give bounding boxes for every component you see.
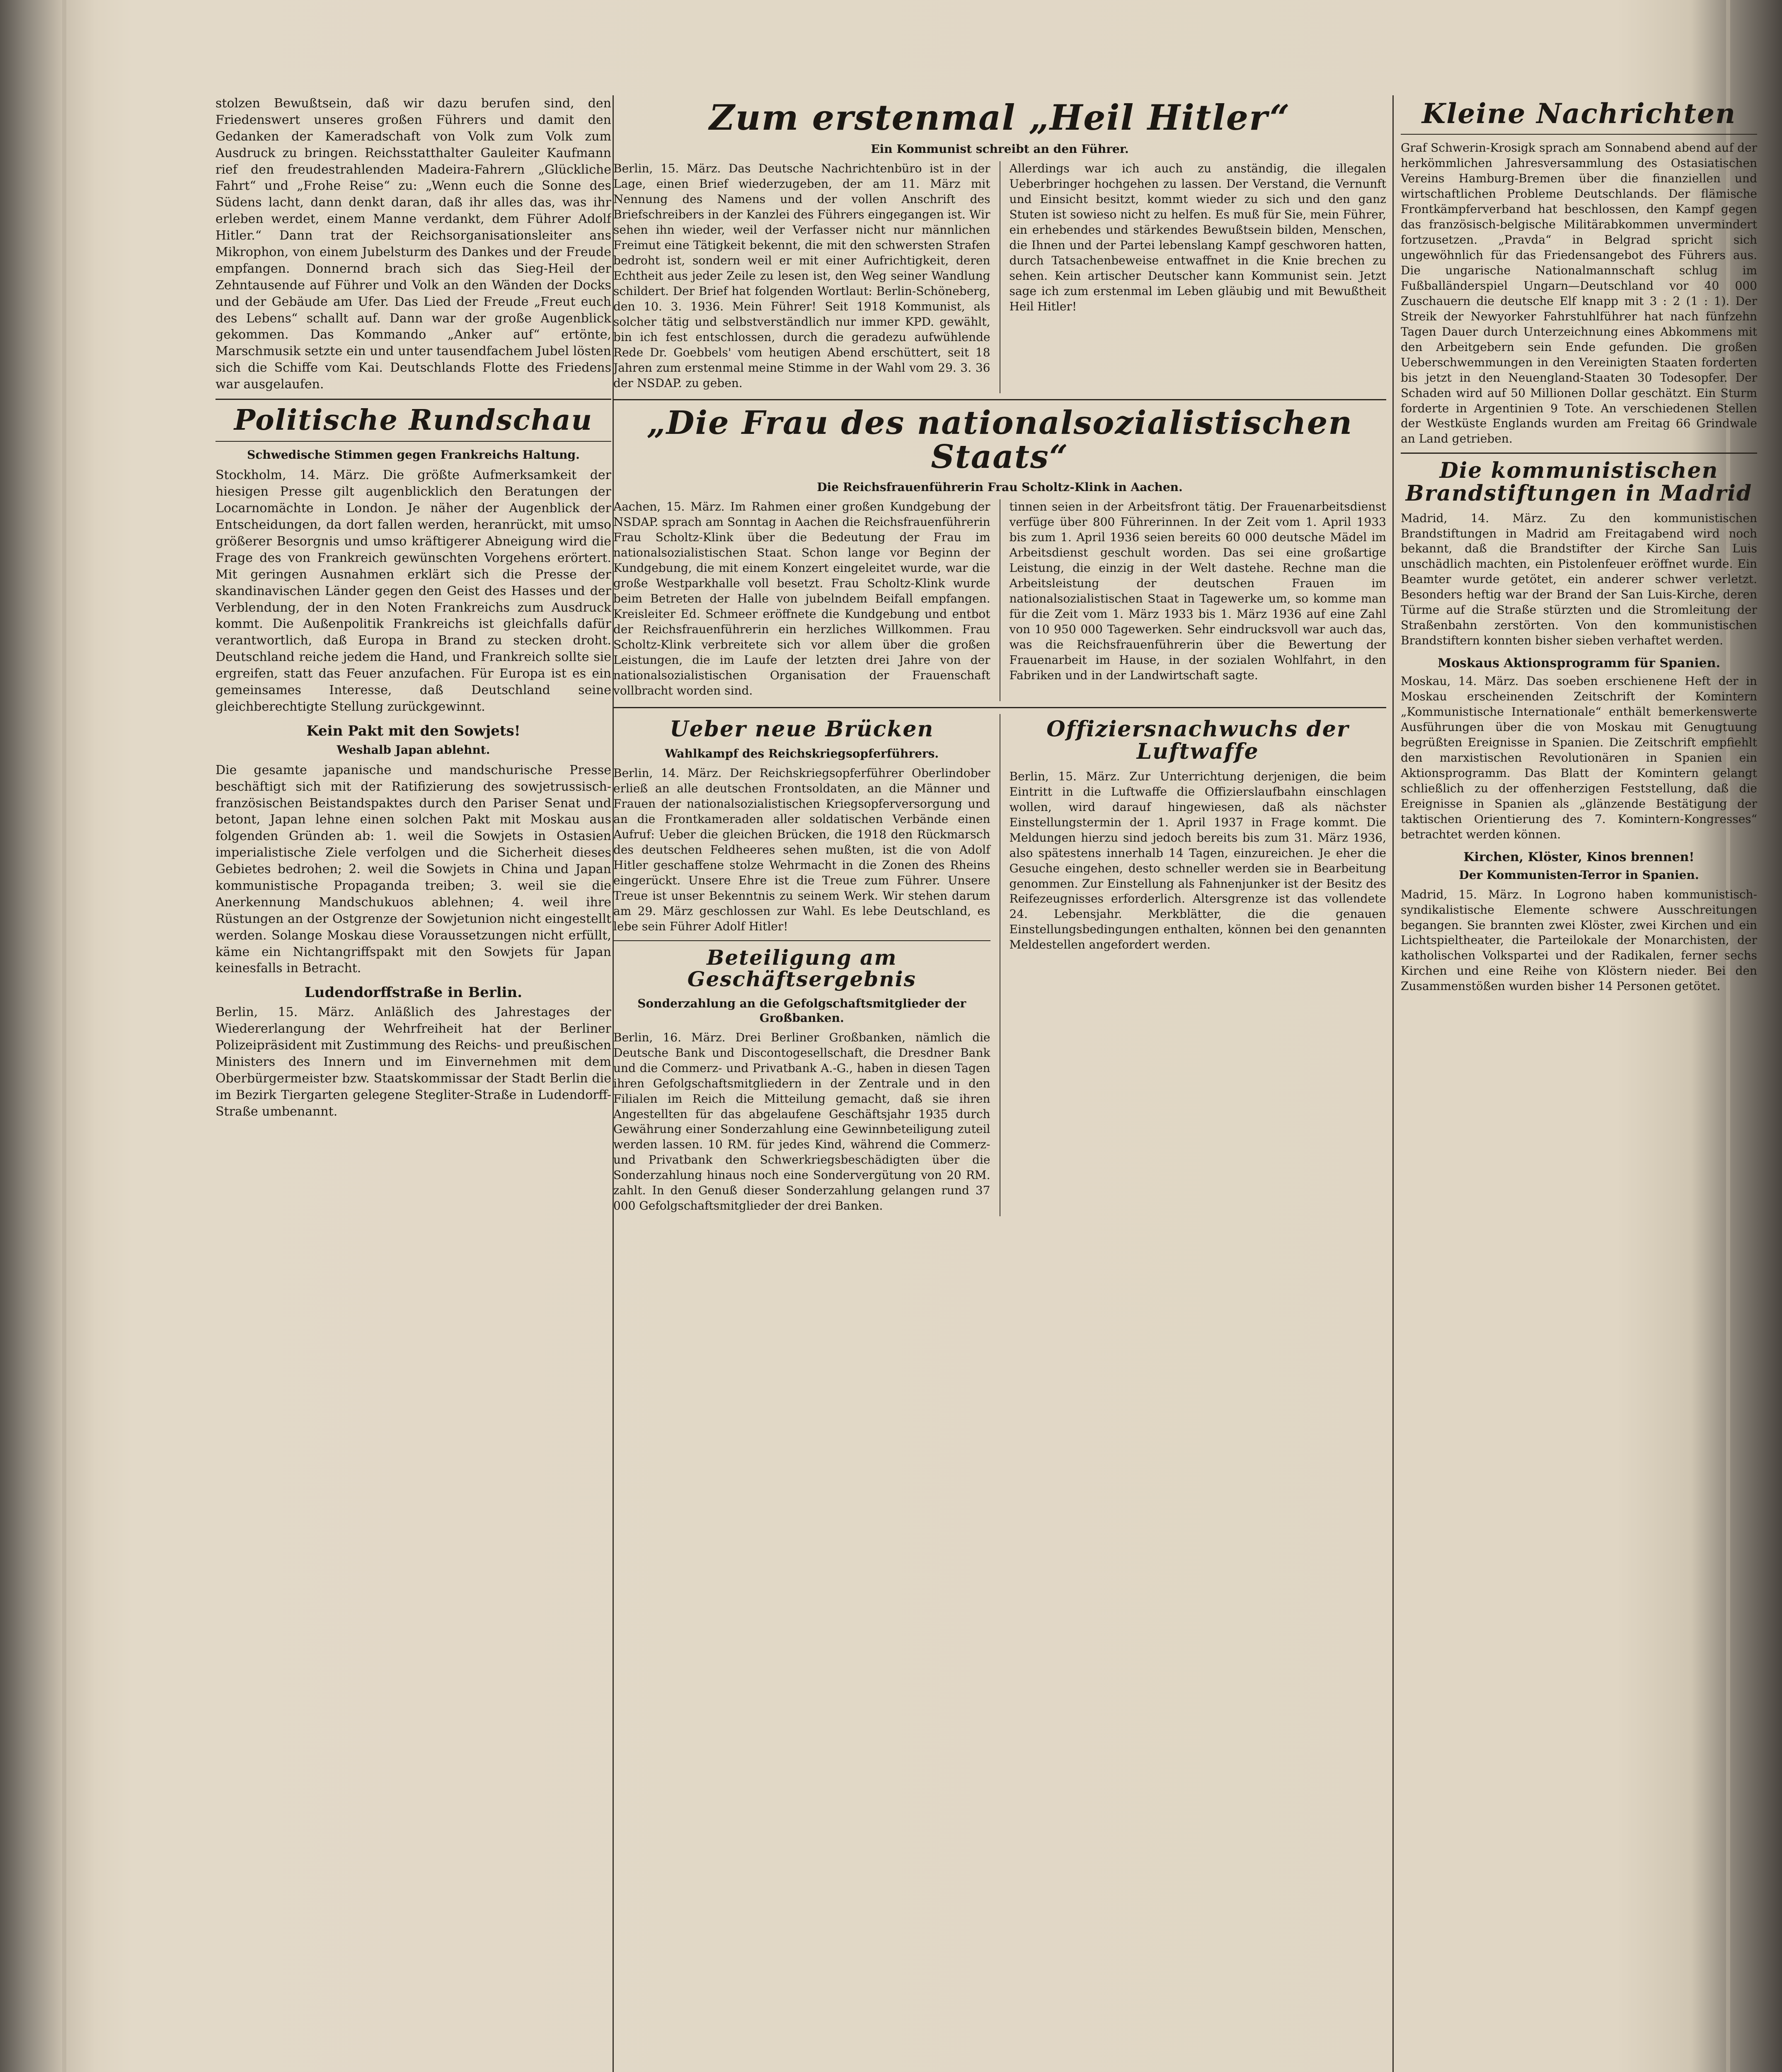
column-left	[215, 95, 611, 2072]
offizier-article-text: Berlin, 15. März. Zur Unterrichtung derjenigen, die beim Eintritt in die Luftwaffe die Offizierslaufbahn einschlagen wollen, wird darauf hingewiesen, daß als nächster Einstellungstermin der 1. April 1937 in Frage kommt. Die Meldungen hierzu sind jedoch bereits bis zum 31. März 1936, also spätestens innerhalb 14 Tagen, einzureichen. Je eher die Gesuche eingehen, desto schneller werden sie in Bearbeitung genommen. Zur Einstellung als Fahnenjunker ist der Besitz des Reifezeugnisses erforderlich. Altersgrenze ist das vollendete 24. Lebensjahr. Merkblätter, die die genauen Einstellungsbedingungen enthalten, können bei den genannten Meldestellen angefordert werden.	[1009, 769, 1386, 952]
bruecken-headline: Ueber neue Brücken	[670, 716, 934, 742]
heil-hitler-text-left: Berlin, 15. März. Das Deutsche Nachrichtenbüro ist in der Lage, einen Brief wiederzugeben, der am 11. März mit Nennung des Namens und der vollen Anschrift des Briefschreibers in der Kanzlei des Führers eingegangen ist. Wir sehen ihn wieder, weil der Verfasser nicht nur männlichen Freimut eine Tätigkeit bekennt, die mit den schwersten Strafen bedroht ist, sondern weil er mit einer Aufrichtigkeit, deren Echtheit aus jeder Zeile zu lesen ist, den Weg seiner Wandlung schildert. Der Brief hat folgenden Wortlaut: Berlin-Schöneberg, den 10. 3. 1936. Mein Führer! Seit 1918 Kommunist, als solcher tätig und selbstverständlich nur immer KPD. gewählt, bin ich fest entschlossen, durch die geradezu aufwühlende Rede Dr. Goebbels' vom heutigen Abend erschüttert, seit 18 Jahren zum erstenmal meine Stimme in der Wahl vom 29. 3. 36 der NSDAP. zu geben.	[613, 162, 990, 390]
kirchen-text: Madrid, 15. März. In Logrono haben kommunistisch-syndikalistische Elemente schwere Ausschreitungen begangen. Sie brannten zwei Klöster, zwei Kirchen und ein Lichtspieltheater, die Parteilokale der Monarchisten, der katholischen Volkspartei und der Radikalen, ferner sechs Kirchen und eine Reihe von Klöstern nieder. Bei den Zusammenstößen wurden bisher 14 Personen getötet.	[1401, 887, 1757, 993]
frau-subheadline: Die Reichsfrauenführerin Frau Scholtz-Klink in Aachen.	[817, 480, 1183, 494]
frau-headline: „Die Frau des nationalsozialistischen Staats“	[646, 404, 1353, 476]
kein-pakt-subheadline: Weshalb Japan ablehnt.	[337, 743, 490, 757]
moskau-headline: Moskaus Aktionsprogramm für Spanien.	[1437, 656, 1721, 671]
politische-rundschau-headline: Politische Rundschau	[234, 404, 593, 437]
beteiligung-article-text: Berlin, 16. März. Drei Berliner Großbanken, nämlich die Deutsche Bank und Discontogesellschaft, die Dresdner Bank und die Commerz- und Privatbank A.-G., haben in diesen Tagen ihren Gefolgschaftsmitgliedern in der Zentrale und in den Filialen im Reich die Mitteilung gemacht, daß sie ihren Angestellten für das abgelaufene Geschäftsjahr 1935 durch Gewährung einer Sonderzahlung eine Gewinnbeteiligung zuteil werden lassen. 10 RM. für jedes Kind, während die Commerz- und Privatbank den Schwerkriegsbeschädigten über die Sonderzahlung hinaus noch eine Sondervergütung von 20 RM. zahlt. In den Genuß dieser Sonderzahlung gelangen rund 37 000 Gefolgschaftsmitglieder der drei Banken.	[613, 1030, 990, 1213]
kein-pakt-headline: Kein Pakt mit den Sowjets!	[306, 722, 521, 739]
kirchen-headline: Kirchen, Klöster, Kinos brennen!	[1463, 850, 1695, 864]
column-right	[1401, 95, 1757, 2072]
brandstiftungen-text: Madrid, 14. März. Zu den kommunistischen Brandstiftungen in Madrid am Freitagabend wird noch bekannt, daß die Brandstifter der Kirche San Luis unschädlich machten, ein Pistolenfeuer eröffnet wurde. Ein Beamter wurde getötet, ein anderer schwer verletzt. Besonders heftig war der Brand der San Luis-Kirche, deren Türme auf die Straße stürzten und die Stromleitung der Straßenbahn zerstörten. Von den kommunistischen Brandstiftern konnten bisher sieben verhaftet werden.	[1401, 511, 1757, 648]
heil-hitler-subheadline: Ein Kommunist schreibt an den Führer.	[871, 142, 1129, 156]
intro-article-text: stolzen Bewußtsein, daß wir dazu berufen sind, den Friedenswert unseres großen Führers und damit den Gedanken der Kameradschaft von Volk zum Volk zum Ausdruck zu bringen. Reichsstatthalter Gauleiter Kaufmann rief den freudestrahlenden Madeira-Fahrern „Glückliche Fahrt“ und „Frohe Reise“ zu: „Wenn euch die Sonne des Südens lacht, dann denkt daran, daß ihr alles das, was ihr erleben werdet, einem Manne verdankt, dem Führer Adolf Hitler.“ Dann trat der Reichsorganisationsleiter ans Mikrophon, von einem Jubelsturm des Dankes und der Freude empfangen. Donnernd brach sich das Sieg-Heil der Zehntausende auf Führer und Volk an den Wänden der Docks und der Gebäude am Ufer. Das Lied der Freude „Freut euch des Lebens“ schallt auf. Dann war der große Augenblick gekommen. Das Kommando „Anker auf“ ertönte, Marschmusik setzte ein und unter tausendfachem Jubel lösten sich die Schiffe vom Kai. Deutschlands Flotte des Friedens war ausgelaufen.	[215, 96, 611, 392]
heil-hitler-text-right: Allerdings war ich auch zu anständig, die illegalen Ueberbringer hochgehen zu lassen. Der Verstand, die Vernunft und Einsicht besitzt, kommt wieder zu sich und den ganz Stuten ist sowieso nicht zu helfen. Es muß für Sie, mein Führer, ein erhebendes und stärkendes Bewußtsein bilden, Menschen, die Ihnen und der Partei lebenslang Kampf geschworen hatten, durch Tatsachenbeweise entwaffnet in die Knie brechen zu sehen. Kein artischer Deutscher kann Kommunist sein. Jetzt sage ich zum erstenmal im Leben gläubig und mit Bewußtheit Heil Hitler!	[1009, 162, 1386, 313]
moskau-text: Moskau, 14. März. Das soeben erschienene Heft der in Moskau erscheinenden Zeitschrift der Komintern „Kommunistische Internationale“ enthält bemerkenswerte Ausführungen über die von Moskau mit Genugtuung begrüßten Ereignisse in Spanien. Die Zeitschrift empfiehlt den marxistischen Revolutionären in Spanien ein Aktionsprogramm. Das Blatt der Komintern gelangt schließlich zu der offenherzigen Feststellung, daß die Ereignisse in Spanien als „glänzende Bestätigung der taktischen Orientierung des 7. Komintern-Kongresses“ betrachtet werden können.	[1401, 674, 1757, 841]
column-rule-2	[1392, 95, 1394, 2072]
ludendorff-article-text: Berlin, 15. März. Anläßlich des Jahrestages der Wiedererlangung der Wehrfreiheit hat der Berliner Polizeipräsident mit Zustimmung des Reichs- und preußischen Ministers des Innern und im Einvernehmen mit dem Oberbürgermeister bzw. Staatskommissar der Stadt Berlin die im Bezirk Tiergarten gelegene Stegliter-Straße in Ludendorff-Straße umbenannt.	[215, 1005, 611, 1119]
heil-hitler-headline: Zum erstenmal „Heil Hitler“	[709, 97, 1290, 138]
frau-text-right: tinnen seien in der Arbeitsfront tätig. Der Frauenarbeitsdienst verfüge über 800 Führerinnen. In der Zeit vom 1. April 1933 bis zum 1. April 1936 seien bereits 60 000 deutsche Mädel im Arbeitsdienst geschult worden. Das sei eine großartige Leistung, die einzig in der Welt dastehe. Rechne man die Arbeitsleistung der deutschen Frauen im nationalsozialistischen Staat in Tagewerke um, so komme man für die Zeit vom 1. März 1933 bis 1. März 1936 auf eine Zahl von 10 950 000 Tagewerken. Sehr eindrucksvoll war auch das, was die Reichsfrauenführerin über die Bewertung der Frauenarbeit im Hause, in der sozialen Wohlfahrt, in den Fabriken und in der Landwirtschaft sagte.	[1009, 500, 1386, 682]
bruecken-subheadline: Wahlkampf des Reichskriegsopferführers.	[665, 747, 939, 761]
bruecken-article-text: Berlin, 14. März. Der Reichskriegsopferführer Oberlindober erließ an alle deutschen Frontsoldaten, an die Männer und Frauen der nationalsozialistischen Kriegsopferversorgung und an die Frontkameraden aller soldatischen Verbände einen Aufruf: Ueber die gleichen Brücken, die 1918 den Rückmarsch des deutschen Feldheeres sehen mußten, ist die von Adolf Hitler geschaffene stolze Wehrmacht in die Zonen des Rheins eingerückt. Unsere Ehre ist die Treue zum Führer. Unsere Treue ist unser Bekenntnis zu seinem Werk. Wir stehen darum am 29. März geschlossen zur Wahl. Es lebe Deutschland, es lebe sein Führer Adolf Hitler!	[613, 766, 990, 933]
beteiligung-subheadline: Sonderzahlung an die Gefolgschaftsmitglieder der Großbanken.	[637, 996, 966, 1025]
offizier-headline: Offiziersnachwuchs der Luftwaffe	[1046, 716, 1349, 765]
rundschau-article-text: Stockholm, 14. März. Die größte Aufmerksamkeit der hiesigen Presse gilt augenblicklich den Beratungen der Locarnomächte in London. Je näher der Augenblick der Entscheidungen, da dort fallen werden, heranrückt, mit umso größerer Besorgnis und umso kräftigerer Abneigung wird die Frage des von Frankreich gewünschten Vorgehens erörtert. Mit geringen Ausnahmen erklärt sich die Presse der skandinavischen Länder gegen den Geist des Hasses und der Verblendung, der in den Noten Frankreichs zum Ausdruck kommt. Die Außenpolitik Frankreichs ist gleichfalls dafür verantwortlich, daß Europa in Brand zu stecken droht. Deutschland reiche jedem die Hand, und Frankreich sollte sie ergreifen, statt das Feuer anzufachen. Für Europa ist es ein gemeinsames Interesse, daß Deutschland seine gleichberechtigte Stellung zurückgewinnt.	[215, 468, 611, 714]
ludendorff-headline: Ludendorffstraße in Berlin.	[304, 984, 523, 1001]
beteiligung-headline: Beteiligung am Geschäftsergebnis	[687, 945, 916, 992]
kirchen-subheadline: Der Kommunisten-Terror in Spanien.	[1459, 868, 1699, 882]
page-edge-left	[62, 0, 66, 2072]
kleine-nachrichten-headline: Kleine Nachrichten	[1421, 97, 1736, 130]
brandstiftungen-headline: Die kommunistischen Brandstiftungen in Madrid	[1405, 458, 1753, 506]
column-center	[613, 95, 1386, 2072]
rundschau-subheadline: Schwedische Stimmen gegen Frankreichs Haltung.	[247, 448, 580, 462]
kleine-nachrichten-text: Graf Schwerin-Krosigk sprach am Sonnabend abend auf der herkömmlichen Jahresversammlung des Ostasiatischen Vereins Hamburg-Bremen über die finanziellen und wirtschaftlichen Probleme Deutschlands. Der flämische Frontkämpferverband hat beschlossen, den Kampf gegen das französisch-belgische Militärabkommen unvermindert fortzusetzen. „Pravda“ in Belgrad spricht sich ungewöhnlich für das Friedensangebot des Führers aus. Die ungarische Nationalmannschaft schlug im Fußballänderspiel Ungarn—Deutschland vor 40 000 Zuschauern die deutsche Elf knapp mit 3 : 2 (1 : 1). Der Streik der Newyorker Fahrstuhlführer hat nach fünfzehn Tagen Dauer durch Unterzeichnung eines Abkommens mit den Arbeitgebern sein Ende gefunden. Die großen Ueberschwemmungen in den Vereinigten Staaten forderten bis jetzt in den Neuengland-Staaten 30 Todesopfer. Der Schaden wird auf 50 Millionen Dollar geschätzt. Ein Sturm forderte in Argentinien 9 Tote. An verschiedenen Stellen der Westküste Englands wurden am Freitag 66 Grindwale an Land getrieben.	[1401, 141, 1757, 446]
frau-text-left: Aachen, 15. März. Im Rahmen einer großen Kundgebung der NSDAP. sprach am Sonntag in Aachen die Reichsfrauenführerin Frau Scholtz-Klink über die Bedeutung der Frau im nationalsozialistischen Staat. Schon lange vor Beginn der Kundgebung, die mit einem Konzert eingeleitet wurde, war die große Westparkhalle voll besetzt. Frau Scholtz-Klink wurde beim Betreten der Halle von jubelndem Beifall empfangen. Kreisleiter Ed. Schmeer eröffnete die Kundgebung und entbot der Reichsfrauenführerin ein herzliches Willkommen. Frau Scholtz-Klink verbreitete sich vor allem über die großen Leistungen, die im Laufe der letzten drei Jahre von der nationalsozialistischen Organisation der Frauenschaft vollbracht worden sind.	[613, 500, 990, 697]
kein-pakt-article-text: Die gesamte japanische und mandschurische Presse beschäftigt sich mit der Ratifizierung des sowjetrussisch-französischen Beistandspaktes durch den Pariser Senat und betont, Japan lehne einen solchen Pakt mit Moskau aus folgenden Gründen ab: 1. weil die Sowjets in Ostasien imperialistische Ziele verfolgen und die Sicherheit dieses Gebietes bedrohen; 2. weil die Sowjets in China und Japan kommunistische Propaganda treiben; 3. weil sie die Anerkennung Mandschukuos ablehnen; 4. weil ihre Rüstungen an der Ostgrenze der Sowjetunion nicht eingestellt werden. Solange Moskau diese Voraussetzungen nicht erfüllt, käme ein Nichtangriffspakt mit den Sowjets für Japan keinesfalls in Betracht.	[215, 762, 611, 976]
